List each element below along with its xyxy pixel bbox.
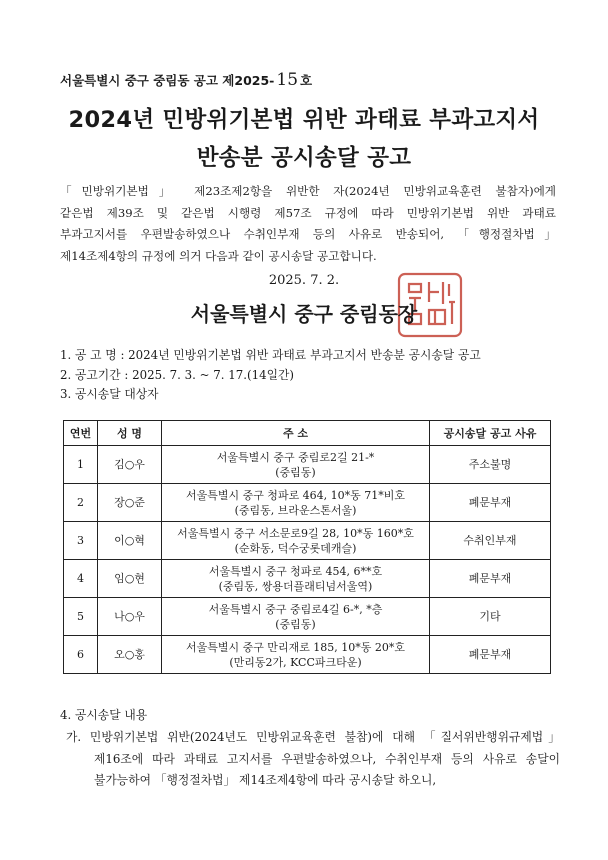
notice-items [60, 346, 481, 405]
document-title-line2: 반송분 공시송달 공고 [196, 145, 412, 171]
cell-no: 2 [64, 484, 98, 522]
cell-address [162, 484, 430, 522]
item-target-heading: 3. 공시송달 대상자 [60, 387, 159, 401]
cell-address [162, 636, 430, 674]
address-line1: 서울특별시 중구 서소문로9길 28, 10*동 160*호 [177, 526, 414, 540]
cell-name: 장○준 [98, 484, 162, 522]
cell-reason: 폐문부재 [430, 636, 551, 674]
cell-no: 6 [64, 636, 98, 674]
notice-number-handwritten: 15 [276, 70, 299, 90]
target-table [63, 420, 551, 674]
cell-name: 오○홍 [98, 636, 162, 674]
content-paragraph [66, 727, 560, 792]
address-line1: 서울특별시 중구 청파로 464, 10*동 71*비호 [185, 488, 406, 502]
notice-number-prefix: 서울특별시 중구 중림동 공고 제2025- [60, 73, 275, 88]
cell-name: 나○우 [98, 598, 162, 636]
document-title-line1: 2024년 민방위기본법 위반 과태료 부과고지서 [68, 107, 540, 133]
cell-reason: 수취인부재 [430, 522, 551, 560]
address-line1: 서울특별시 중구 만리재로 185, 10*동 20*호 [185, 640, 406, 654]
cell-name: 이○혁 [98, 522, 162, 560]
address-line2: (중림동) [275, 617, 316, 631]
content-line: 제16조에 따라 과태료 고지서를 우편발송하였으나, 수취인부재 등의 사유로 송달이 [94, 751, 560, 766]
cell-reason: 주소불명 [430, 446, 551, 484]
notice-number-suffix: 호 [300, 73, 313, 88]
item-notice-period: 2. 공고기간 : 2025. 7. 3. ~ 7. 17.(14일간) [60, 367, 295, 382]
table-header-row [64, 421, 551, 446]
intro-line: 「민방위기본법」 제23조제2항을 위반한 자(2024년 민방위교육훈련 불참자)에게 [60, 184, 556, 198]
intro-line: 제14조제4항의 규정에 의거 다음과 같이 공시송달 공고합니다. [60, 248, 377, 263]
address-line2: (중림동, 브라운스톤서울) [234, 503, 357, 517]
issuing-office: 서울특별시 중구 중림동장 [190, 302, 418, 326]
content-heading: 4. 공시송달 내용 [60, 708, 148, 722]
content-line: 가. 민방위기본법 위반(2024년도 민방위교육훈련 불참)에 대해 「질서위반행위규제법」 [66, 729, 560, 744]
header-address: 주 소 [162, 421, 430, 446]
item-notice-name: 1. 공 고 명 : 2024년 민방위기본법 위반 과태료 부과고지서 반송분 공시송달 공고 [60, 348, 481, 362]
notice-content [60, 705, 560, 792]
address-line2: (순화동, 덕수궁롯데캐슬) [234, 541, 357, 555]
address-line1: 서울특별시 중구 중림로4길 6-*, *층 [208, 602, 383, 616]
cell-reason: 폐문부재 [430, 484, 551, 522]
table-row [64, 446, 551, 484]
table-row [64, 484, 551, 522]
cell-no: 1 [64, 446, 98, 484]
cell-no: 5 [64, 598, 98, 636]
cell-address [162, 560, 430, 598]
table-row [64, 560, 551, 598]
cell-name: 임○현 [98, 560, 162, 598]
address-line1: 서울특별시 중구 청파로 454, 6**호 [208, 564, 383, 578]
cell-no: 3 [64, 522, 98, 560]
cell-reason: 기타 [430, 598, 551, 636]
address-line2: (중림동, 쌍용더플래티넘서울역) [218, 579, 373, 593]
cell-address [162, 598, 430, 636]
table-row [64, 522, 551, 560]
cell-address [162, 522, 430, 560]
notice-date: 2025. 7. 2. [268, 273, 340, 288]
address-line2: (만리동2가, KCC파크타운) [229, 655, 362, 669]
intro-line: 부과고지서를 우편발송하였으나 수취인부재 등의 사유로 반송되어, 「행정절차법」 [60, 227, 556, 241]
cell-name: 김○우 [98, 446, 162, 484]
address-line1: 서울특별시 중구 중림로2길 21-* [216, 450, 375, 464]
content-line: 불가능하여 「행정절차법」 제14조제4항에 따라 공시송달 하오니, [94, 773, 437, 788]
intro-paragraph [60, 181, 556, 267]
header-no: 연번 [64, 421, 98, 446]
header-name: 성 명 [98, 421, 162, 446]
notice-number [60, 70, 312, 90]
intro-line: 같은법 제39조 및 같은법 시행령 제57조 규정에 따라 민방위기본법 위반 과태료 [60, 205, 556, 220]
cell-reason: 폐문부재 [430, 560, 551, 598]
cell-no: 4 [64, 560, 98, 598]
table-row [64, 598, 551, 636]
cell-address [162, 446, 430, 484]
header-reason: 공시송달 공고 사유 [430, 421, 551, 446]
table-row [64, 636, 551, 674]
address-line2: (중림동) [275, 465, 316, 479]
